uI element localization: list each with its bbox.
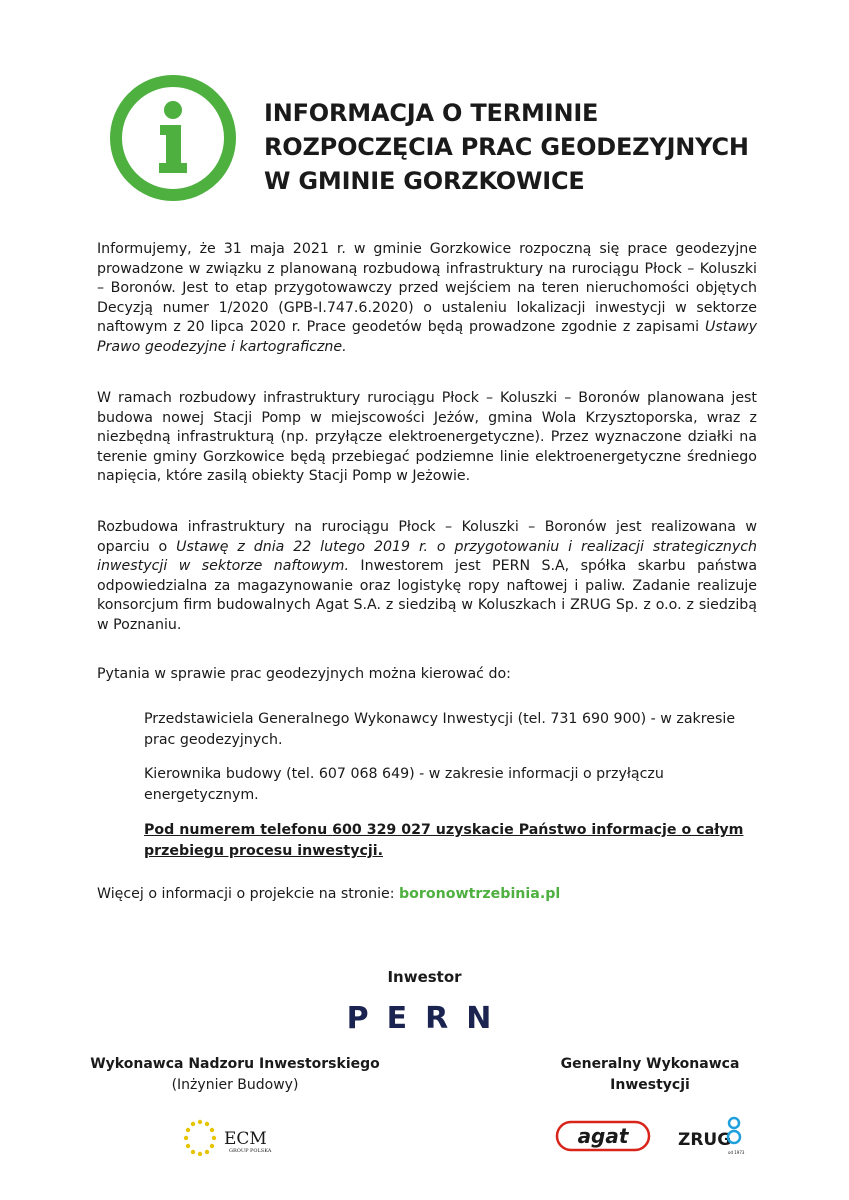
paragraph-legal-basis: [97, 518, 757, 635]
zrug-logo: [676, 1113, 744, 1157]
page-title: [264, 96, 784, 198]
paragraph-pump-station: W ramach rozbudowy infrastruktury rurociągu Płock – Koluszki – Boronów planowana jest budowa nowej Stacji Pomp w miejscowości Jeżów, gmina Wola Krzysztoporska, wraz z niezbędną infrastrukturą (np. przyłącze elektroenergetyczne). Przez wyznaczone działki na terenie gminy Gorzkowice będą przebiegać podziemne linie elektroenergetyczne średniego napięcia, które zasilą obiekty Stacji Pomp w Jeżowie.: [97, 390, 757, 484]
more-info-text: Więcej o informacji o projekcie na stronie:: [97, 886, 395, 902]
agat-logo-text: agat: [577, 1124, 629, 1148]
pern-logo-text: PERN: [346, 1001, 510, 1036]
paragraph-intro-italic: Ustawy Prawo geodezyjne i kartograficzne.: [97, 319, 757, 355]
paragraph-legal-text-b: Inwestorem jest PERN S.A, spółka skarbu państwa odpowiedzialna za magazynowanie oraz logistykę ropy naftowej i paliw. Zadanie realizuje konsorcjum firm budowalnych Agat S.A. z siedzibą w Koluszkach i ZRUG Sp. z o.o. z siedzibą w Poznaniu.: [97, 558, 758, 633]
contact-surveying: Przedstawiciela Generalnego Wykonawcy Inwestycji (tel. 731 690 900) - w zakresie prac geodezyjnych.: [144, 711, 736, 748]
agat-logo: [555, 1119, 651, 1153]
contact-site-manager: Kierownika budowy (tel. 607 068 649) - w zakresie informacji o przyłączu energetycznym.: [144, 766, 664, 803]
paragraph-legal-italic: Ustawę z dnia 22 lutego 2019 r. o przygotowaniu i realizacji strategicznych inwestycji w sektorze naftowym.: [97, 538, 758, 574]
contact-hotline: Pod numerem telefonu 600 329 027 uzyskacie Państwo informacje o całym przebiegu procesu inwestycji.: [144, 822, 744, 859]
supervision-subtitle: (Inżynier Budowy): [171, 1077, 299, 1093]
paragraph-intro-text: Informujemy, że 31 maja 2021 r. w gminie Gorzkowice rozpoczną się prace geodezyjne prowadzone w związku z planowaną rozbudową infrastruktury na rurociągu Płock – Koluszki – Boronów. Jest to etap przygotowawczy przed wejściem na teren nieruchomości objętych Decyzją numer 1/2020 (GPB-I.747.6.2020) o ustaleniu lokalizacji inwestycji w sektorze naftowym z 20 lipca 2020 r. Prace geodetów będą prowadzone zgodnie z zapisami: [97, 241, 757, 335]
paragraph-questions: Pytania w sprawie prac geodezyjnych można kierować do:: [97, 666, 511, 682]
supervision-title: Wykonawca Nadzoru Inwestorskiego: [90, 1056, 380, 1072]
supervision-contractor: [70, 1054, 400, 1096]
general-contractor-title-1: Generalny Wykonawca: [560, 1056, 740, 1072]
investor-label: Inwestor: [387, 968, 462, 986]
general-contractor: [520, 1054, 780, 1096]
title-line-2: ROZPOCZĘCIA PRAC GEODEZYJNYCH: [264, 133, 749, 161]
paragraph-legal-text-a: Rozbudowa infrastruktury na rurociągu Płock – Koluszki – Boronów jest realizowana w oparciu o: [97, 519, 757, 555]
project-website-link[interactable]: boronowtrzebinia.pl: [399, 886, 561, 902]
more-info: [97, 885, 757, 905]
pern-logo: [346, 1000, 510, 1036]
zrug-logo-sub: od 1973: [728, 1150, 745, 1155]
general-contractor-title-2: Inwestycji: [610, 1077, 690, 1093]
title-line-3: W GMINIE GORZKOWICE: [264, 167, 585, 195]
ecm-logo: [180, 1116, 275, 1160]
info-icon: [108, 73, 238, 203]
ecm-logo-sub: GROUP POLSKA: [229, 1148, 272, 1154]
eu-stars-icon: [184, 1120, 216, 1156]
zrug-logo-text: ZRUG: [678, 1130, 732, 1150]
title-line-1: INFORMACJA O TERMINIE: [264, 99, 599, 127]
paragraph-intro: [97, 240, 757, 357]
ecm-logo-text: ECM: [224, 1129, 267, 1149]
